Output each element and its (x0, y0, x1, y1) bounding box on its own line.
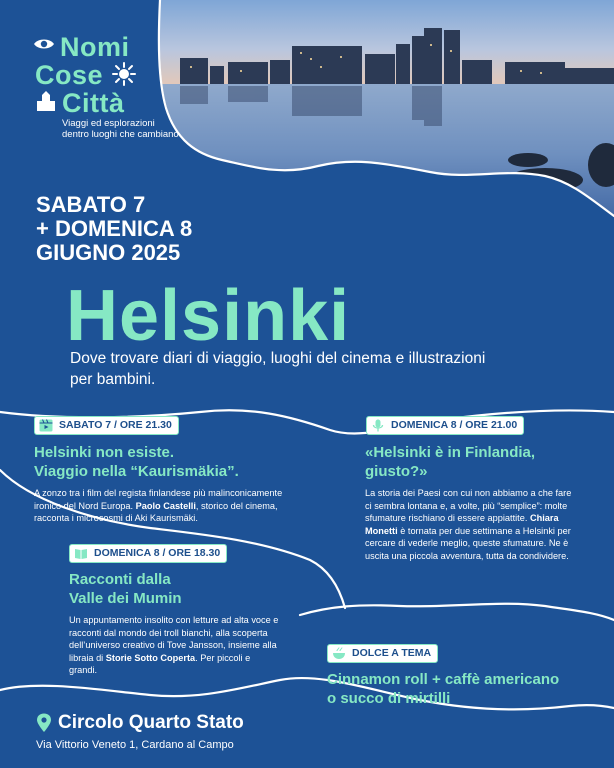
venue-name: Circolo Quarto Stato (58, 712, 244, 733)
film-icon (39, 419, 53, 432)
event-title-finlandia (365, 443, 610, 481)
badge-label: DOLCE A TEMA (352, 647, 432, 659)
subtitle: Dove trovare diari di viaggio, luoghi del cinema e illustrazioni per bambini. (70, 350, 486, 388)
book-icon (74, 547, 88, 560)
helsinki-photo (150, 0, 614, 241)
event-description-finlandia (365, 487, 580, 562)
event-badge-sunday-1830 (69, 544, 227, 563)
title-line: Helsinki non esiste. (34, 444, 175, 461)
title-line: o succo di mirtilli (327, 690, 451, 707)
event-description-mumin (69, 614, 279, 677)
title-line: Racconti dalla (69, 571, 171, 588)
title-line: «Helsinki è in Finlandia, (365, 444, 536, 461)
city-title: Helsinki (66, 276, 351, 356)
logo-tagline (62, 118, 179, 140)
event-badge-saturday (34, 416, 179, 435)
event-badge-sunday-2100 (366, 416, 524, 435)
bookshop-name: Storie Sotto Coperta (105, 652, 196, 663)
building-icon (35, 90, 57, 112)
sun-icon (112, 62, 136, 86)
desc-text: , storico del cinema, racconta i microcosmi di Aki Kaurismäki. (34, 500, 278, 523)
eye-icon (33, 37, 55, 51)
desc-text: . Per piccoli e grandi. (69, 652, 251, 675)
date-line-2: + DOMENICA 8 (36, 216, 193, 241)
title-line: giusto?» (365, 463, 428, 480)
desc-text: è tornata per due settimane a Helsinki per cercare di vederle meglio, queste sfumature. Ne è uscita una piccola avventura, tutta da condividere. (365, 525, 571, 561)
event-title-mumin (69, 570, 299, 608)
event-description-kaurismakia (34, 487, 296, 525)
badge-label: DOMENICA 8 / ORE 18.30 (94, 547, 221, 559)
venue-address: Via Vittorio Veneto 1, Cardano al Campo (36, 739, 234, 751)
location-pin-icon (36, 713, 52, 733)
dessert-badge (327, 644, 438, 663)
title-line: Viaggio nella “Kaurismäkia”. (34, 463, 239, 480)
desc-text: Un appuntamento insolito con letture ad alta voce e racconti dal mondo dei troll bianchi, alla scoperta dell’universo creativo di Tove Jansson, insieme alla libraia di (69, 615, 279, 663)
title-line: Cinnamon roll + caffè americano (327, 671, 560, 688)
bowl-icon (332, 647, 346, 660)
speaker-name: Paolo Castelli (135, 500, 196, 511)
logo-line-3: Città (62, 88, 125, 118)
logo-line-1: Nomi (60, 32, 130, 62)
speaker-name: Chiara Monetti (365, 513, 559, 536)
date-line-3: GIUGNO 2025 (36, 240, 181, 265)
logo-line-2: Cose (35, 60, 104, 90)
desc-text: La storia dei Paesi con cui non abbiamo a che fare ci sembra lontana e, a volte, più “semplice”: molte sfumature rischiano di essere appiattite. (365, 488, 572, 523)
tagline-line-2: dentro luoghi che cambiano (62, 129, 179, 140)
badge-label: SABATO 7 / ORE 21.30 (59, 419, 172, 431)
event-title-kaurismakia (34, 443, 314, 481)
microphone-icon (371, 419, 385, 432)
desc-text: A zonzo tra i film del regista finlandese più malinconicamente ironico del Nord Europa. (34, 488, 283, 511)
dessert-title (327, 670, 607, 708)
badge-label: DOMENICA 8 / ORE 21.00 (391, 419, 518, 431)
tagline-line-1: Viaggi ed esplorazioni (62, 118, 155, 129)
date-line-1: SABATO 7 (36, 192, 146, 217)
title-line: Valle dei Mumin (69, 590, 182, 607)
